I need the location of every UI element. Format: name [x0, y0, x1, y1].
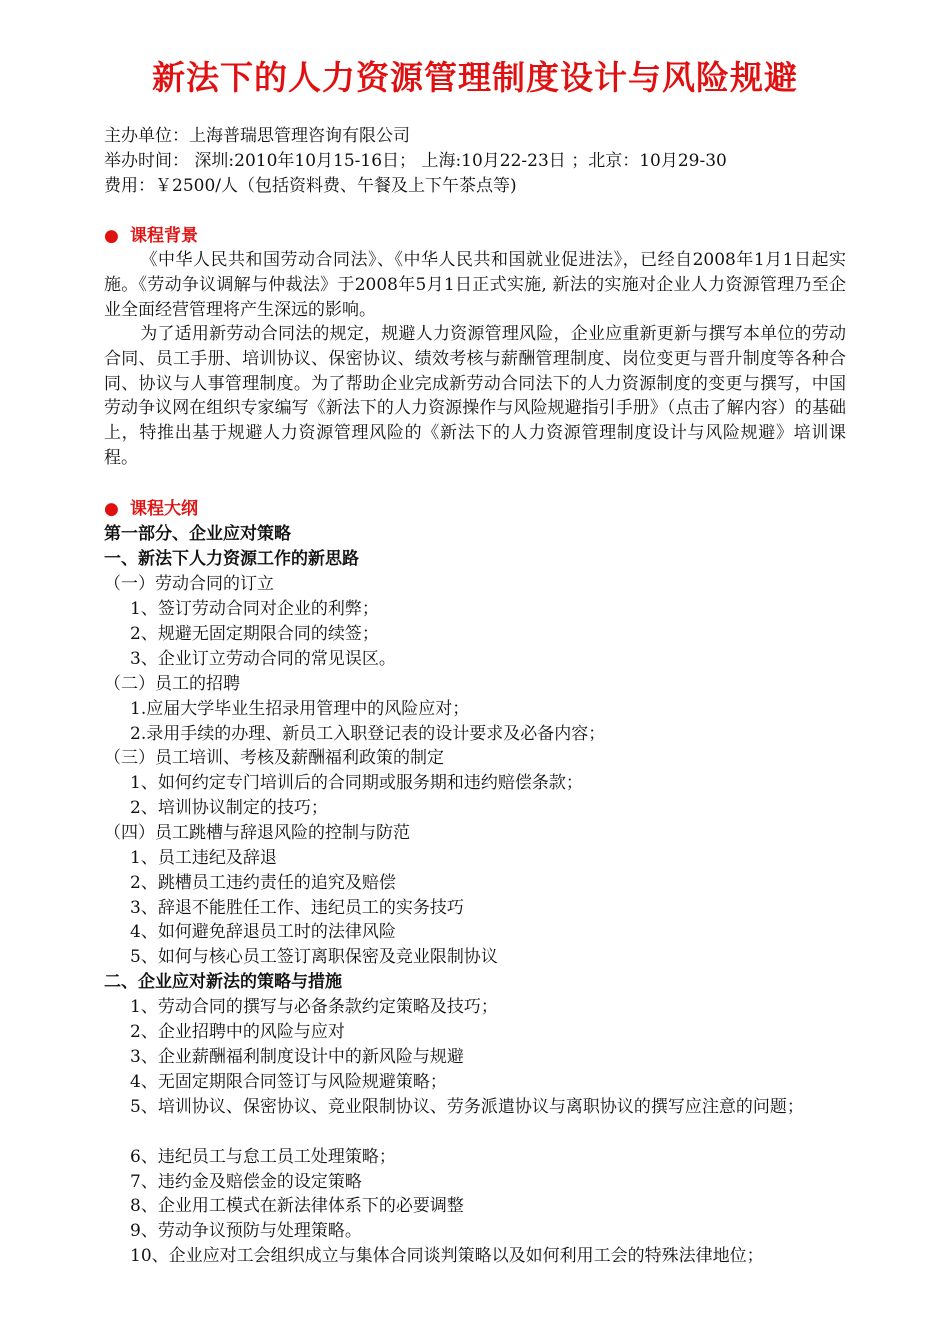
list-item: 1、如何约定专门培训后的合同期或服务期和违约赔偿条款； — [130, 773, 583, 793]
list-item: 2.录用手续的办理、新员工入职登记表的设计要求及必备内容； — [130, 724, 606, 744]
outline-heading-text: 课程大纲 — [130, 499, 198, 519]
part-1-heading: 第一部分、企业应对策略 — [104, 524, 291, 544]
list-item: 4、如何避免辞退员工时的法律风险 — [130, 922, 396, 942]
list-item: 1、签订劳动合同对企业的利弊； — [130, 599, 379, 619]
bullet-icon: ● — [104, 499, 119, 519]
subsection-3: （三）员工培训、考核及薪酬福利政策的制定 — [104, 748, 444, 768]
subsection-2: （二）员工的招聘 — [104, 674, 240, 694]
list-item: 7、违约金及赔偿金的设定策略 — [130, 1172, 362, 1192]
list-item: 3、企业薪酬福利制度设计中的新风险与规避 — [130, 1047, 464, 1067]
list-item: 5、如何与核心员工签订离职保密及竞业限制协议 — [130, 947, 498, 967]
list-item-wrapped-text: 5、培训协议、保密协议、竞业限制协议、劳务派遣协议与离职协议的撰写应注意的问题； — [130, 1097, 804, 1117]
background-heading-text: 课程背景 — [130, 226, 198, 246]
background-paragraph-2 — [104, 322, 846, 471]
document-title: 新法下的人力资源管理制度设计与风险规避 — [152, 58, 798, 97]
list-item: 1、劳动合同的撰写与必备条款约定策略及技巧； — [130, 997, 498, 1017]
subsection-4: （四）员工跳槽与辞退风险的控制与防范 — [104, 823, 410, 843]
background-heading — [104, 224, 198, 248]
background-paragraph-1-text: 《中华人民共和国劳动合同法》、《中华人民共和国就业促进法》，已经自2008年1月1日起实施。《劳动争议调解与仲裁法》于2008年5月1日正式实施, 新法的实施对企业人力资源管理乃至企业全面经营管理将产生深远的影响。 — [104, 250, 846, 320]
list-item: 2、培训协议制定的技巧； — [130, 798, 328, 818]
list-item: 1、员工违纪及辞退 — [130, 848, 277, 868]
list-item: 9、劳动争议预防与处理策略。 — [130, 1221, 362, 1241]
list-item: 4、无固定期限合同签订与风险规避策略； — [130, 1072, 447, 1092]
list-item: 2、规避无固定期限合同的续签； — [130, 624, 379, 644]
section-2-heading: 二、企业应对新法的策略与措施 — [104, 972, 342, 992]
list-item: 2、企业招聘中的风险与应对 — [130, 1022, 345, 1042]
list-item: 6、违纪员工与怠工员工处理策略； — [130, 1147, 396, 1167]
list-item: 10、企业应对工会组织成立与集体合同谈判策略以及如何利用工会的特殊法律地位； — [130, 1246, 764, 1266]
section-1-heading: 一、新法下人力资源工作的新思路 — [104, 549, 359, 569]
list-item: 2、跳槽员工违约责任的追究及赔偿 — [130, 873, 396, 893]
subsection-1: （一）劳动合同的订立 — [104, 574, 274, 594]
schedule-line: 举办时间： 深圳:2010年10月15-16日； 上海:10月22-23日 ；北京：10月29-30 — [104, 151, 727, 171]
list-item: 8、企业用工模式在新法律体系下的必要调整 — [130, 1196, 464, 1216]
background-paragraph-2-text: 为了适用新劳动合同法的规定，规避人力资源管理风险，企业应重新更新与撰写本单位的劳动合同、员工手册、培训协议、保密协议、绩效考核与薪酬管理制度、岗位变更与晋升制度等各种合同、协议与人事管理制度。为了帮助企业完成新劳动合同法下的人力资源制度的变更与撰写，中国劳动争议网在组织专家编写《新法下的人力资源操作与风险规避指引手册》（点击了解内容）的基础上，特推出基于规避人力资源管理风险的《新法下的人力资源管理制度设计与风险规避》培训课程。 — [104, 324, 846, 468]
list-item: 3、企业订立劳动合同的常见误区。 — [130, 649, 396, 669]
fee-line: 费用：￥2500/人（包括资料费、午餐及上下午茶点等) — [104, 176, 517, 196]
list-item-wrapped — [104, 1095, 846, 1120]
list-item: 1.应届大学毕业生招录用管理中的风险应对； — [130, 699, 470, 719]
organizer-line: 主办单位：上海普瑞思管理咨询有限公司 — [104, 126, 410, 146]
list-item: 3、辞退不能胜任工作、违纪员工的实务技巧 — [130, 898, 464, 918]
background-paragraph-1 — [104, 248, 846, 322]
outline-heading — [104, 497, 198, 521]
bullet-icon: ● — [104, 226, 119, 246]
